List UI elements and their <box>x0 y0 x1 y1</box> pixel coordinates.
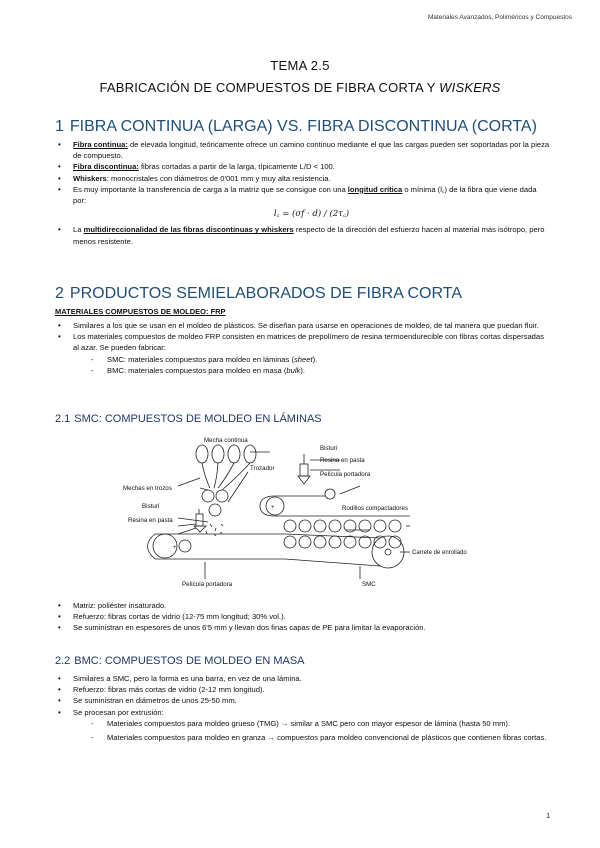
list-item: • Refuerzo: fibras más cortas de vidrio (2-12 mm longitud). <box>55 684 550 695</box>
list-item: • Se suministran en diámetros de unos 25-50 mm. <box>55 695 550 706</box>
item-text: Se procesan por extrusión: <box>73 707 164 717</box>
label-mechas-trozos: Mechas en trozos <box>123 485 172 492</box>
label-bisturi-left: Bisturí <box>142 503 160 510</box>
roving-loops <box>196 445 256 490</box>
resin-hopper-left <box>196 514 203 526</box>
label-rodillos: Rodillos compactadores <box>342 505 409 512</box>
item-text: o mínima (l꜀) de la fibra que viene dada por: <box>73 184 537 206</box>
label-resina-top: Resina en pasta <box>320 457 365 464</box>
section-title: FIBRA CONTINUA (LARGA) VS. FIBRA DISCONTINUA (CORTA) <box>69 118 537 135</box>
sub-list <box>73 354 550 376</box>
term: multidireccionalidad de las fibras discontinuas y whiskers <box>83 225 294 235</box>
lower-carrier-film <box>148 534 286 559</box>
roller-direction-marks <box>173 505 275 551</box>
sub-list-item <box>73 354 550 365</box>
term: Fibra continua: <box>73 140 128 149</box>
item-text: : monocristales con diámetros de 0'001 mm y muy alta resistencia. <box>106 173 331 183</box>
section-2-2-list <box>55 673 550 743</box>
chopper-roller <box>209 504 221 516</box>
label-carrete: Carrete de enrollado <box>412 550 467 556</box>
svg-text:+: + <box>271 505 275 511</box>
section-number: 2.2 <box>55 655 71 667</box>
subheading-frp: MATERIALES COMPUESTOS DE MOLDEO: FRP <box>55 307 226 316</box>
item-text: ). <box>312 354 318 364</box>
list-item <box>55 707 550 744</box>
label-pelicula-top: Película portadora <box>320 471 371 478</box>
section-number: 1 <box>55 118 64 135</box>
section-2-1-list <box>55 600 550 634</box>
item-text: Los materiales compuestos de moldeo FRP consisten en matrices de prepolímero de resina termoendurecible con fibras cortas dispersadas al azar. Se pueden fabricar: <box>73 332 544 353</box>
label-resina-left: Resina en pasta <box>128 517 173 524</box>
list-item: • Refuerzo: fibras cortas de vidrio (12-75 mm longitud; 30% vol.). <box>55 611 550 622</box>
term: longitud crítica <box>347 184 403 194</box>
label-mecha-continua: Mecha continua <box>204 437 248 444</box>
list-item: • Se suministran en espesores de unos 6'5 mm y llevan dos finas capas de PE para limitar la evaporación. <box>55 622 550 633</box>
section-2-heading <box>55 285 462 303</box>
sub-list-item: - Materiales compuestos para moldeo grueso (TMG) → similar a SMC pero con mayor espesor de lámina (hasta 50 mm). <box>73 718 550 732</box>
term: Whiskers <box>73 173 107 183</box>
running-header: Materiales Avanzados, Poliméricos y Compuestos <box>427 14 572 21</box>
list-item <box>55 139 550 161</box>
smc-process-diagram <box>110 434 467 594</box>
section-2-list <box>55 320 550 376</box>
item-emphasis: sheet <box>293 354 313 364</box>
sub-list-item <box>73 365 550 376</box>
document-title-main: FABRICACIÓN DE COMPUESTOS DE FIBRA CORTA Y <box>99 80 440 95</box>
section-title: BMC: COMPUESTOS DE MOLDEO EN MASA <box>74 655 305 667</box>
item-text: de elevada longitud, teóricamente ofrece un camino continuo mediante el que las cargas pueden ser soportadas por la pieza de compuesto. <box>73 140 550 161</box>
list-item <box>55 184 550 225</box>
list-item: • Similares a los que se usan en el moldeo de plásticos. Se diseñan para usarse en operaciones de moldeo, de tal manera que puedan fluir. <box>55 320 550 331</box>
document-title-emphasis: WISKERS <box>439 80 501 95</box>
item-text: BMC: materiales compuestos para moldeo en masa ( <box>107 365 287 375</box>
label-trozador: Trozador <box>250 465 275 472</box>
section-2-1-heading <box>55 413 322 425</box>
label-smc: SMC <box>362 581 376 588</box>
page-number: 1 <box>546 813 550 820</box>
chopper-roller <box>216 490 228 502</box>
item-text: La <box>73 225 84 235</box>
section-1-list <box>55 139 550 247</box>
svg-text:+: + <box>173 545 177 551</box>
section-2-2-heading <box>55 655 305 667</box>
section-title: SMC: COMPUESTOS DE MOLDEO EN LÁMINAS <box>74 413 322 425</box>
list-item: • Matriz: poliéster insaturado. <box>55 600 550 611</box>
topic-title: TEMA 2.5 <box>270 58 330 73</box>
label-bisturi-top: Bisturí <box>320 445 338 452</box>
resin-hopper-top <box>300 464 308 476</box>
critical-length-formula: l꜀ = (σf · d) / (2τ꜀) <box>273 209 350 220</box>
list-item <box>55 161 550 172</box>
item-text: ). <box>300 365 305 375</box>
item-text: fibras cortadas a partir de la larga, típicamente L/D < 100. <box>138 162 335 172</box>
sub-list <box>73 718 550 743</box>
section-number: 2.1 <box>55 413 71 425</box>
item-text: SMC: materiales compuestos para moldeo en láminas ( <box>107 354 294 364</box>
chopper-roller <box>202 490 214 502</box>
winding-reel <box>372 536 404 568</box>
document-title <box>0 80 600 95</box>
sub-list-item: - Materiales compuestos para moldeo en granza → compuestos para moldeo convencional de plásticos que contienen fibras cortas. <box>73 732 550 743</box>
section-1-heading <box>55 118 537 136</box>
term: Fibra discontinua: <box>73 162 139 172</box>
list-item: • Similares a SMC, pero la forma es una barra, en vez de una lámina. <box>55 673 550 684</box>
compaction-rollers <box>284 520 401 548</box>
section-title: PRODUCTOS SEMIELABORADOS DE FIBRA CORTA <box>69 285 462 302</box>
item-text: respecto de la dirección del esfuerzo hacen al material más isótropo, pero menos resistente. <box>73 225 545 246</box>
section-number: 2 <box>55 285 64 302</box>
item-emphasis: bulk <box>286 365 301 375</box>
item-text: Es muy importante la transferencia de carga a la matriz que se consigue con una <box>73 184 348 194</box>
list-item <box>55 173 550 184</box>
list-item <box>55 331 550 376</box>
list-item <box>55 224 550 246</box>
label-pelicula-bottom: Película portadora <box>182 581 233 588</box>
